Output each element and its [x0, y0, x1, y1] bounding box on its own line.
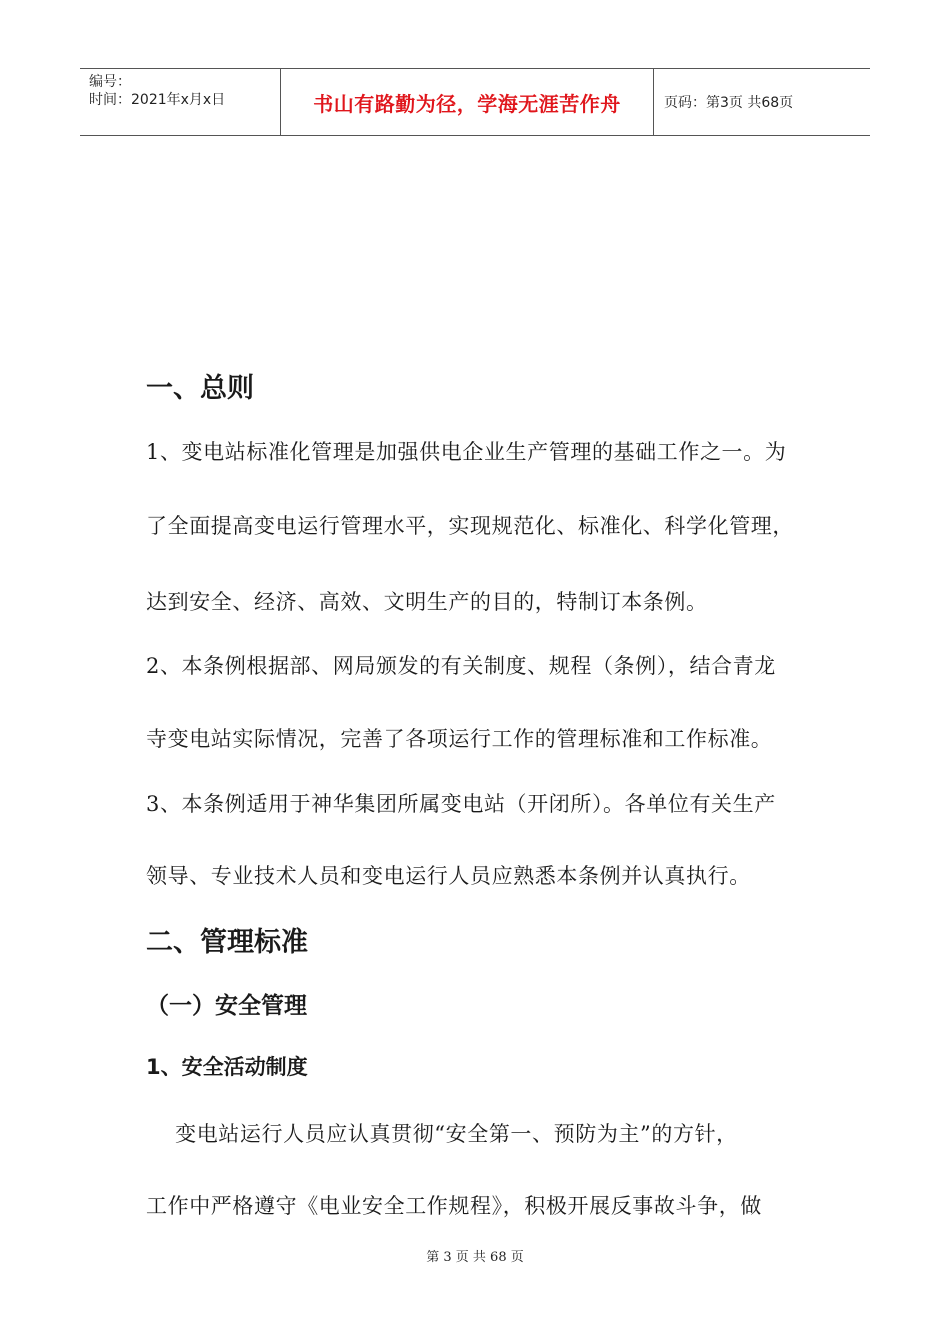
section-title-management: 二、管理标准 — [146, 927, 308, 958]
subsection-title-safety: （一）安全管理 — [146, 993, 307, 1019]
paragraph-line: 1、变电站标准化管理是加强供电企业生产管理的基础工作之一。为 — [146, 440, 787, 464]
paragraph-line: 工作中严格遵守《电业安全工作规程》，积极开展反事故斗争，做 — [146, 1194, 762, 1218]
header-motto: 书山有路勤为径，学海无涯苦作舟 — [281, 69, 654, 135]
paragraph-line: 达到安全、经济、高效、文明生产的目的，特制订本条例。 — [146, 590, 708, 614]
paragraph-line: 领导、专业技术人员和变电运行人员应熟悉本条例并认真执行。 — [146, 864, 751, 888]
document-number-label: 编号： — [89, 74, 131, 90]
document-header — [80, 68, 870, 136]
paragraph-line: 2、本条例根据部、网局颁发的有关制度、规程（条例），结合青龙 — [146, 654, 776, 678]
paragraph-line: 寺变电站实际情况，完善了各项运行工作的管理标准和工作标准。 — [146, 727, 773, 751]
page-footer: 第 3 页 共 68 页 — [426, 1250, 524, 1265]
item-title-safety-activity: 1、安全活动制度 — [146, 1055, 308, 1079]
paragraph-line: 3、本条例适用于神华集团所属变电站（开闭所）。各单位有关生产 — [146, 792, 776, 816]
section-title-general: 一、总则 — [146, 373, 254, 404]
document-time-label: 时间：2021年x月x日 — [89, 92, 226, 108]
header-meta — [80, 69, 281, 135]
paragraph-line: 变电站运行人员应认真贯彻“安全第一、预防为主”的方针， — [146, 1122, 738, 1146]
paragraph-line: 了全面提高变电运行管理水平，实现规范化、标准化、科学化管理， — [146, 514, 794, 538]
header-page-info: 页码：第3页 共68页 — [664, 95, 794, 111]
